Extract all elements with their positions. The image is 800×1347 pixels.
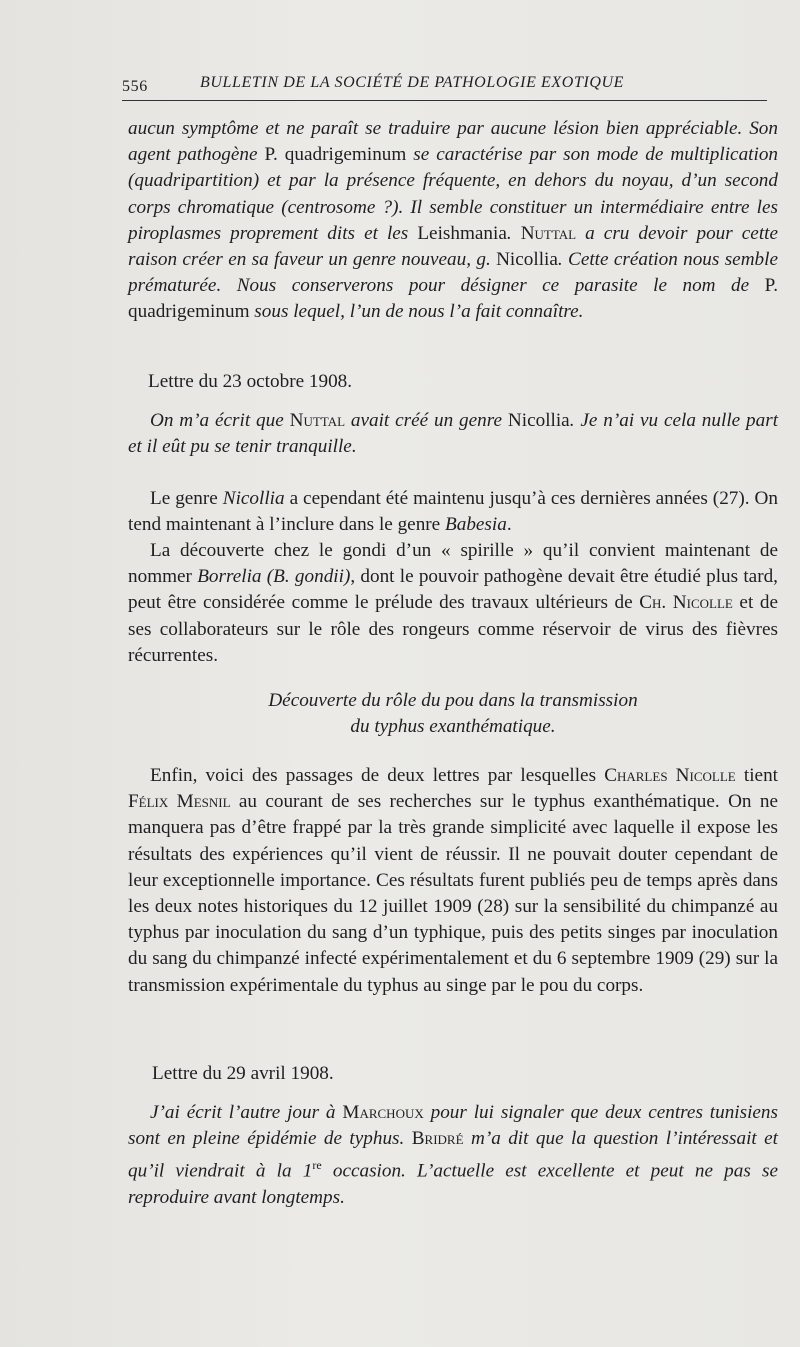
- author-name: Charles Nicolle: [604, 765, 736, 786]
- section-heading-line: du typhus exanthématique.: [350, 716, 556, 738]
- paragraph-typhus: [128, 763, 778, 999]
- text-run: m’a dit que la question l’intéressait et qu’il viendrait à la 1: [128, 1128, 778, 1182]
- paragraph-borrelia: [128, 538, 778, 669]
- text-run: se caractérise par son mode de multiplication (quadripartition) et par la présence fréquente, en dehors du noyau, d’un second corps chromatique (centrosome ?). Il semble constituer un intermédiaire entre les piroplasmes proprement dits et les: [128, 144, 779, 244]
- genus-name: Nicollia: [507, 410, 570, 431]
- text-run: . Cette création nous semble prématurée. Nous conserverons pour désigner ce parasite le nom de: [128, 249, 778, 297]
- page-header: [122, 74, 762, 98]
- letter-quote-1: [128, 408, 778, 460]
- section-heading-line: Découverte du rôle du pou dans la transmission: [268, 690, 638, 711]
- text-run: avait créé un genre: [345, 410, 508, 431]
- paragraph-nicollia: [128, 486, 778, 538]
- author-name: Félix Mesnil: [128, 791, 231, 813]
- genus-name: Babesia: [445, 514, 507, 536]
- letter-heading-2: Lettre du 29 avril 1908.: [152, 1063, 334, 1084]
- text-run: au courant de ses recherches sur le typhus exanthématique. On ne manquera pas d’être frappé par la très grande simplicité avec laquelle il expose les résultats des expériences qu’il vient de réussir. Il ne pouvait douter cependant de leur exceptionnelle importance. Ces résultats furent publiés peu de temps après dans les deux notes historiques du 12 juillet 1909 (28) sur la sensibilité du chimpanzé au typhus par inoculation du sang d’un typhique, puis des petits singes par inoculation du sang du chimpanzé infecté expérimentalement et du 6 septembre 1909 (29) sur la transmission expérimentale du typhus au singe par le pou du corps.: [128, 791, 778, 996]
- author-name: Nuttal: [289, 410, 346, 431]
- text-run: . Je n’ai vu cela nulle part et il eût pu se tenir tranquille.: [128, 410, 779, 458]
- text-run: sous lequel, l’un de nous l’a fait connaître.: [249, 301, 584, 323]
- text-run: J’ai écrit l’autre jour à: [150, 1102, 343, 1123]
- text-run: tient: [735, 765, 778, 786]
- letter-quote-2: [128, 1100, 778, 1211]
- text-run: Enfin, voici des passages de deux lettres par lesquelles: [150, 765, 605, 786]
- species-name: P. quadrigeminum: [128, 275, 778, 323]
- genus-name: Nicollia: [222, 488, 285, 509]
- text-run: et de ses collaborateurs sur le rôle des rongeurs comme réservoir de virus des fièvres récurrentes.: [128, 592, 778, 666]
- species-name: P. quadrigeminum: [264, 144, 407, 166]
- author-name: Nuttal: [520, 222, 577, 244]
- text-run: aucun symptôme et ne paraît se traduire par aucune lésion bien appréciable. Son agent pathogène: [128, 118, 778, 166]
- genus-name: Nicollia: [496, 249, 558, 271]
- text-run: On m’a écrit que: [150, 410, 290, 431]
- text-run: Le genre: [150, 488, 223, 509]
- ordinal-superscript: re: [312, 1158, 322, 1173]
- paragraph-continuation: [128, 116, 778, 326]
- header-rule: [122, 100, 767, 101]
- text-run: a cru devoir pour cette raison créer en sa faveur un genre nouveau, g.: [128, 222, 778, 271]
- text-run: , dont le pouvoir pathogène devait être étudié plus tard, peut être considérée comme le prélude des travaux ultérieurs de: [128, 566, 778, 614]
- text-run: La découverte chez le gondi d’un « spirille » qu’il convient maintenant de nommer: [128, 540, 778, 588]
- text-run: a cependant été maintenu jusqu’à ces dernières années (27). On tend maintenant à l’inclure dans le genre: [128, 488, 778, 536]
- text-run: .: [506, 222, 521, 244]
- species-name: Borrelia (B. gondii): [197, 566, 351, 588]
- text-run: pour lui signaler que deux centres tunisiens sont en pleine épidémie de typhus.: [128, 1102, 778, 1150]
- author-name: Bridré: [411, 1128, 464, 1150]
- text-run: .: [506, 514, 512, 536]
- letter-heading-1: Lettre du 23 octobre 1908.: [148, 371, 353, 392]
- running-title: BULLETIN DE LA SOCIÉTÉ DE PATHOLOGIE EXOTIQUE: [200, 74, 625, 91]
- text-run: occasion. L’actuelle est excellente et peut ne pas se reproduire avant longtemps.: [128, 1160, 778, 1208]
- section-heading: [128, 688, 778, 740]
- author-name: Ch. Nicolle: [639, 592, 733, 614]
- genus-name: Leishmania: [417, 222, 507, 244]
- author-name: Marchoux: [342, 1102, 424, 1123]
- page-number: 556: [122, 78, 148, 95]
